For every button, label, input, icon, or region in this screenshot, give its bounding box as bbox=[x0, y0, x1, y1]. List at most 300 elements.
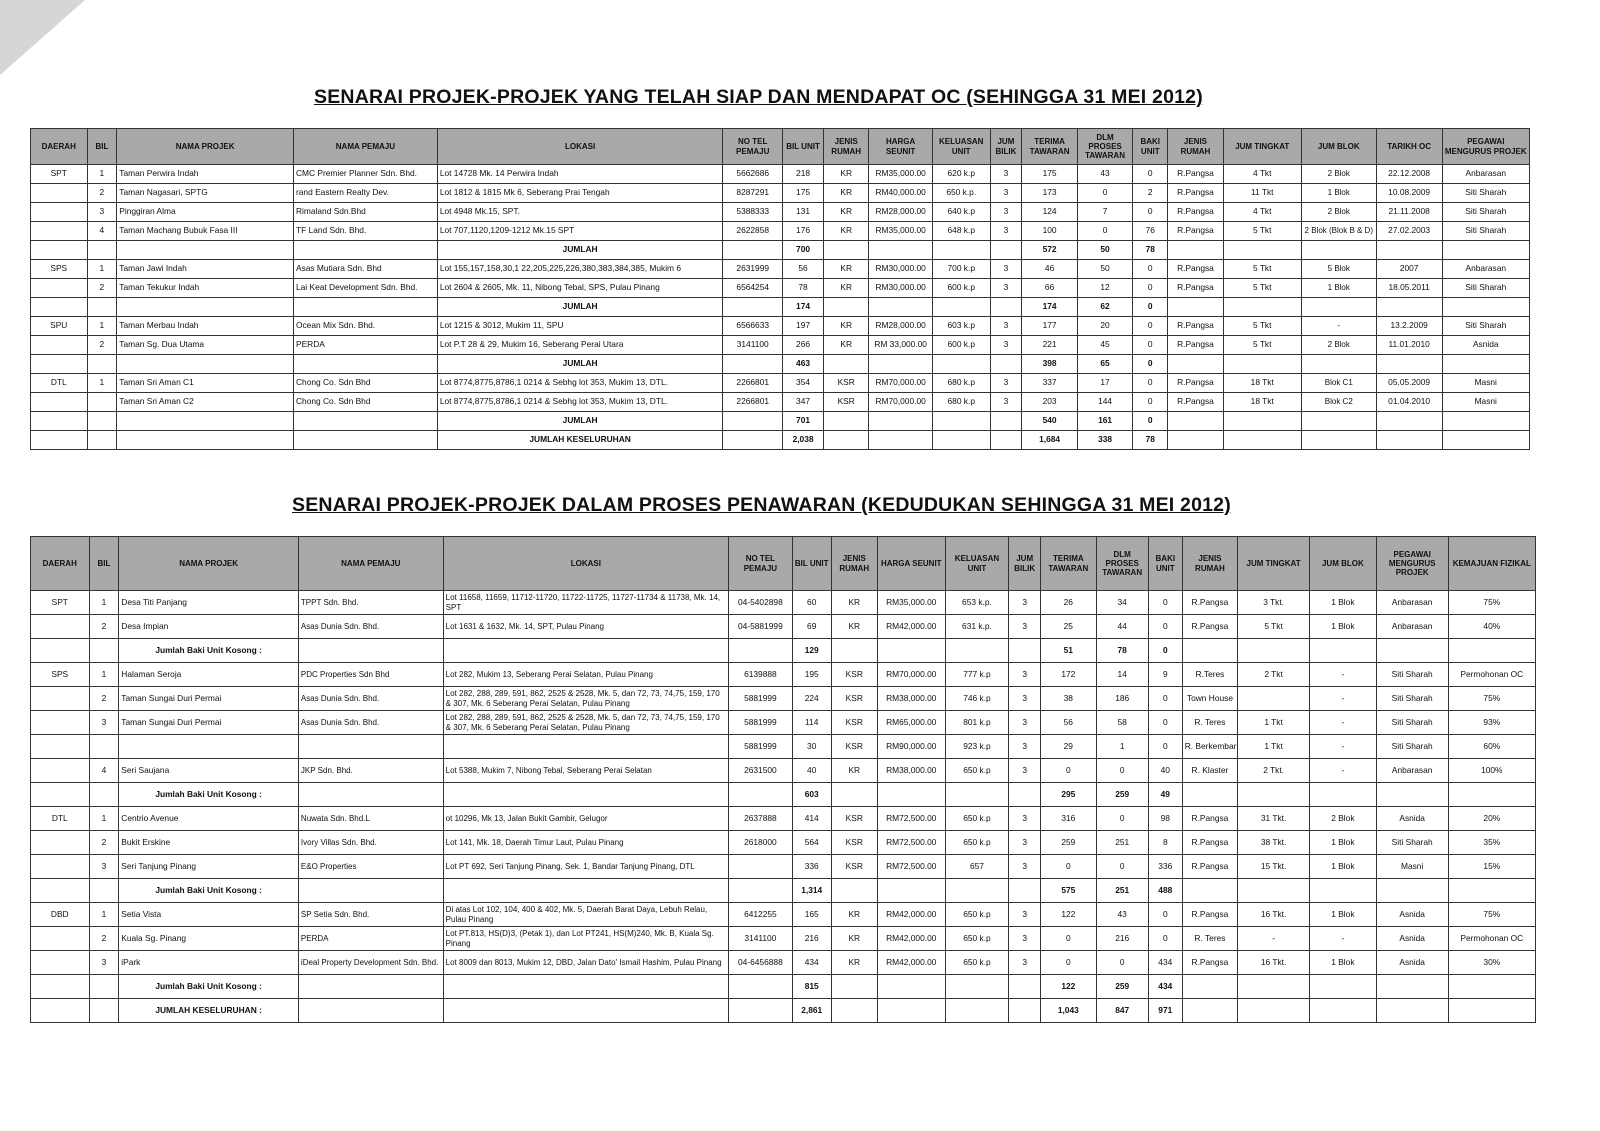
table-cell bbox=[87, 431, 117, 450]
table-cell: 650 k.p bbox=[945, 831, 1009, 855]
table-cell: 58 bbox=[1096, 711, 1148, 735]
table-cell: 05.05.2009 bbox=[1376, 374, 1442, 393]
column-header: BAKI UNIT bbox=[1133, 129, 1168, 165]
table-cell: RM35,000.00 bbox=[877, 591, 945, 615]
table-row bbox=[31, 165, 1530, 184]
table-cell bbox=[1009, 975, 1041, 999]
table-row bbox=[31, 855, 1536, 879]
table-cell: 354 bbox=[783, 374, 824, 393]
table-cell: Taman Tekukur Indah bbox=[117, 279, 294, 298]
table-cell: 3 bbox=[1009, 807, 1041, 831]
table-cell: 572 bbox=[1022, 241, 1077, 260]
table-cell: Lot PT.813, HS(D)3, (Petak 1), dan Lot PT241, HS(M)240, Mk. B, Kuala Sg. Pinang bbox=[443, 927, 728, 951]
table-cell: 2 bbox=[87, 336, 117, 355]
table-cell: 631 k.p. bbox=[945, 615, 1009, 639]
table-cell: 2 bbox=[89, 927, 119, 951]
table-cell: R.Pangsa bbox=[1182, 807, 1237, 831]
table-cell: Permohonan OC bbox=[1448, 663, 1535, 687]
table-cell: Lai Keat Development Sdn. Bhd. bbox=[293, 279, 437, 298]
table-cell: - bbox=[1310, 663, 1377, 687]
table-row bbox=[31, 298, 1530, 317]
table-cell: KR bbox=[824, 279, 869, 298]
table-cell: 259 bbox=[1096, 783, 1148, 807]
table-cell bbox=[117, 241, 294, 260]
table-row bbox=[31, 393, 1530, 412]
table-cell bbox=[89, 999, 119, 1023]
table-cell bbox=[723, 298, 783, 317]
table-cell: Asas Mutiara Sdn. Bhd bbox=[293, 260, 437, 279]
table-cell: KR bbox=[831, 591, 877, 615]
table-header-row bbox=[31, 537, 1536, 591]
table-cell: 1 bbox=[87, 260, 117, 279]
table-cell: 2 Blok bbox=[1310, 807, 1377, 831]
column-header: NAMA PROJEK bbox=[119, 537, 299, 591]
table-cell: 161 bbox=[1077, 412, 1132, 431]
table-cell bbox=[729, 879, 793, 903]
table-cell: 434 bbox=[792, 951, 831, 975]
table-row bbox=[31, 759, 1536, 783]
table-row bbox=[31, 222, 1530, 241]
table-cell bbox=[119, 735, 299, 759]
table-cell: 259 bbox=[1096, 975, 1148, 999]
table-cell: DBD bbox=[31, 903, 90, 927]
table-cell bbox=[1168, 431, 1223, 450]
table-cell: - bbox=[1310, 927, 1377, 951]
table-cell: 1 Blok bbox=[1310, 951, 1377, 975]
table-cell: 114 bbox=[792, 711, 831, 735]
table-cell: 2 Tkt. bbox=[1238, 759, 1310, 783]
table-cell: 5 Tkt bbox=[1223, 336, 1301, 355]
table-cell: RM90,000.00 bbox=[877, 735, 945, 759]
table-row bbox=[31, 336, 1530, 355]
table-row bbox=[31, 975, 1536, 999]
table-row bbox=[31, 591, 1536, 615]
column-header: DLM PROSES TAWARAN bbox=[1077, 129, 1132, 165]
table-cell: Jumlah Baki Unit Kosong : bbox=[119, 783, 299, 807]
table-cell: Setia Vista bbox=[119, 903, 299, 927]
table-cell: 3 bbox=[89, 951, 119, 975]
table-cell: 0 bbox=[1133, 393, 1168, 412]
table-cell: Taman Machang Bubuk Fasa III bbox=[117, 222, 294, 241]
table-row bbox=[31, 687, 1536, 711]
table-cell: KR bbox=[831, 759, 877, 783]
table-cell: 40 bbox=[792, 759, 831, 783]
table-cell: 195 bbox=[792, 663, 831, 687]
table-cell bbox=[298, 783, 443, 807]
table-cell: 18 Tkt bbox=[1223, 393, 1301, 412]
table-cell: 56 bbox=[1041, 711, 1096, 735]
table-cell: 600 k.p bbox=[932, 336, 990, 355]
column-header: JENIS RUMAH bbox=[824, 129, 869, 165]
table-cell: RM72,500.00 bbox=[877, 855, 945, 879]
table-cell: 2,038 bbox=[783, 431, 824, 450]
table-cell: 65 bbox=[1077, 355, 1132, 374]
table-cell: Masni bbox=[1376, 855, 1448, 879]
table-cell: Siti Sharah bbox=[1376, 831, 1448, 855]
column-header: TARIKH OC bbox=[1376, 129, 1442, 165]
table-cell: 1 Tkt bbox=[1238, 735, 1310, 759]
table-cell: 26 bbox=[1041, 591, 1096, 615]
table-cell: Asas Dunia Sdn. Bhd. bbox=[298, 615, 443, 639]
table-cell: 0 bbox=[1041, 855, 1096, 879]
table-cell: 3 Tkt. bbox=[1238, 591, 1310, 615]
table-cell: 216 bbox=[1096, 927, 1148, 951]
table-cell bbox=[932, 412, 990, 431]
table-cell: KR bbox=[824, 184, 869, 203]
table-cell bbox=[831, 639, 877, 663]
table-cell: 8287291 bbox=[723, 184, 783, 203]
column-header: KELUASAN UNIT bbox=[945, 537, 1009, 591]
table-cell: 0 bbox=[1133, 260, 1168, 279]
table-cell: 16 Tkt. bbox=[1238, 951, 1310, 975]
table-cell: Kuala Sg. Pinang bbox=[119, 927, 299, 951]
table-cell: 6564254 bbox=[723, 279, 783, 298]
table-cell: 600 k.p bbox=[932, 279, 990, 298]
table-cell bbox=[31, 336, 88, 355]
table-cell bbox=[990, 298, 1022, 317]
table-cell: R.Pangsa bbox=[1168, 222, 1223, 241]
table-cell bbox=[89, 735, 119, 759]
table-cell: R.Pangsa bbox=[1168, 203, 1223, 222]
table-row bbox=[31, 317, 1530, 336]
table-cell: 5881999 bbox=[729, 687, 793, 711]
table-cell: 78 bbox=[1096, 639, 1148, 663]
column-header: NAMA PROJEK bbox=[117, 129, 294, 165]
table-cell bbox=[1310, 999, 1377, 1023]
table-cell: Taman Sungai Duri Permai bbox=[119, 711, 299, 735]
table-cell: DTL bbox=[31, 374, 88, 393]
table-cell: 49 bbox=[1148, 783, 1182, 807]
table-cell: 69 bbox=[792, 615, 831, 639]
table-cell: Lot 8774,8775,8786,1 0214 & Sebhg lot 353, Mukim 13, DTL. bbox=[437, 393, 723, 412]
table-cell: R.Pangsa bbox=[1168, 165, 1223, 184]
table-cell: 0 bbox=[1133, 279, 1168, 298]
table-cell bbox=[1168, 298, 1223, 317]
table-cell: 203 bbox=[1022, 393, 1077, 412]
table-cell bbox=[824, 298, 869, 317]
table-cell: PERDA bbox=[298, 927, 443, 951]
column-header: TERIMA TAWARAN bbox=[1022, 129, 1077, 165]
table-row bbox=[31, 615, 1536, 639]
table-cell bbox=[1223, 412, 1301, 431]
table-cell: RM72,500.00 bbox=[877, 807, 945, 831]
table-cell: 5 Tkt bbox=[1223, 279, 1301, 298]
table-cell: SPS bbox=[31, 663, 90, 687]
table-cell bbox=[1301, 431, 1376, 450]
table-cell: 3 bbox=[990, 336, 1022, 355]
table-cell bbox=[1182, 879, 1237, 903]
table-cell bbox=[824, 241, 869, 260]
table-cell: RM42,000.00 bbox=[877, 951, 945, 975]
table-cell bbox=[1442, 298, 1529, 317]
table-cell: 3 bbox=[1009, 687, 1041, 711]
table-cell: 2 Blok bbox=[1301, 165, 1376, 184]
table-cell bbox=[1448, 975, 1535, 999]
table-cell: KSR bbox=[824, 374, 869, 393]
table-cell: R.Pangsa bbox=[1168, 279, 1223, 298]
table-cell bbox=[824, 355, 869, 374]
table-cell: 3 bbox=[1009, 591, 1041, 615]
table-cell: 5 Tkt bbox=[1223, 317, 1301, 336]
table-cell bbox=[877, 999, 945, 1023]
table-cell: Siti Sharah bbox=[1442, 279, 1529, 298]
table-cell: 93% bbox=[1448, 711, 1535, 735]
table-cell: RM28,000.00 bbox=[869, 203, 933, 222]
table-cell bbox=[831, 975, 877, 999]
table-cell: RM42,000.00 bbox=[877, 927, 945, 951]
table-cell bbox=[1182, 639, 1237, 663]
table-cell bbox=[31, 184, 88, 203]
column-header: DAERAH bbox=[31, 129, 88, 165]
column-header: NO TEL PEMAJU bbox=[723, 129, 783, 165]
table-cell: 50 bbox=[1077, 260, 1132, 279]
table-cell bbox=[443, 735, 728, 759]
table-cell bbox=[31, 279, 88, 298]
table-cell: 575 bbox=[1041, 879, 1096, 903]
table-cell bbox=[31, 855, 90, 879]
table-cell: - bbox=[1238, 927, 1310, 951]
table-cell bbox=[31, 393, 88, 412]
table-cell bbox=[723, 431, 783, 450]
table-cell bbox=[877, 975, 945, 999]
table-cell: 434 bbox=[1148, 975, 1182, 999]
table-cell: 316 bbox=[1041, 807, 1096, 831]
table-cell: Siti Sharah bbox=[1376, 711, 1448, 735]
table-cell: 1 bbox=[87, 165, 117, 184]
table-cell: 3 bbox=[990, 203, 1022, 222]
table-cell bbox=[1448, 999, 1535, 1023]
table-cell: Seri Saujana bbox=[119, 759, 299, 783]
table-cell: 5662686 bbox=[723, 165, 783, 184]
table-cell bbox=[1442, 241, 1529, 260]
table-cell: 2637888 bbox=[729, 807, 793, 831]
table-cell: Lot 141, Mk. 18, Daerah Timur Laut, Pulau Pinang bbox=[443, 831, 728, 855]
table-cell: Lot 282, Mukim 13, Seberang Perai Selatan, Pulau Pinang bbox=[443, 663, 728, 687]
column-header: KEMAJUAN FIZIKAL bbox=[1448, 537, 1535, 591]
table-cell bbox=[824, 412, 869, 431]
table-cell bbox=[1301, 355, 1376, 374]
table-cell: Asnida bbox=[1376, 951, 1448, 975]
table-cell bbox=[31, 298, 88, 317]
table-cell: 100 bbox=[1022, 222, 1077, 241]
table-cell: RM40,000.00 bbox=[869, 184, 933, 203]
table-cell: 0 bbox=[1148, 927, 1182, 951]
table-cell: TF Land Sdn. Bhd. bbox=[293, 222, 437, 241]
table-cell: 216 bbox=[792, 927, 831, 951]
table-cell: R.Pangsa bbox=[1182, 591, 1237, 615]
table-cell bbox=[1376, 412, 1442, 431]
table-cell bbox=[31, 639, 90, 663]
table-cell: Lot 4948 Mk.15, SPT. bbox=[437, 203, 723, 222]
table-cell: 0 bbox=[1133, 203, 1168, 222]
table-cell: RM35,000.00 bbox=[869, 222, 933, 241]
table-cell: 0 bbox=[1133, 298, 1168, 317]
table-cell: Halaman Seroja bbox=[119, 663, 299, 687]
table-cell: Taman Perwira Indah bbox=[117, 165, 294, 184]
table-cell: R.Pangsa bbox=[1182, 855, 1237, 879]
table-cell bbox=[945, 999, 1009, 1023]
table-cell bbox=[1310, 783, 1377, 807]
table-cell bbox=[831, 783, 877, 807]
table-cell: 3141100 bbox=[723, 336, 783, 355]
table-cell: 2 Blok (Blok B & D) bbox=[1301, 222, 1376, 241]
table-cell: 3 bbox=[1009, 759, 1041, 783]
table-cell: 620 k.p bbox=[932, 165, 990, 184]
table-cell bbox=[877, 783, 945, 807]
table-cell: Taman Sri Aman C2 bbox=[117, 393, 294, 412]
table-cell: 540 bbox=[1022, 412, 1077, 431]
table-cell: 16 Tkt. bbox=[1238, 903, 1310, 927]
table-cell: 603 bbox=[792, 783, 831, 807]
table-cell: Pinggiran Alma bbox=[117, 203, 294, 222]
table-cell bbox=[990, 241, 1022, 260]
table-cell: 31 Tkt. bbox=[1238, 807, 1310, 831]
table-cell: 7 bbox=[1077, 203, 1132, 222]
table-cell: Anbarasan bbox=[1376, 759, 1448, 783]
table-cell: Taman Sg. Dua Utama bbox=[117, 336, 294, 355]
table-cell: iPark bbox=[119, 951, 299, 975]
table-cell: 700 k.p bbox=[932, 260, 990, 279]
table-cell: 801 k.p bbox=[945, 711, 1009, 735]
column-header: JUM BILIK bbox=[990, 129, 1022, 165]
table-cell: 0 bbox=[1041, 759, 1096, 783]
table-cell: 5881999 bbox=[729, 735, 793, 759]
table-cell: 650 k.p bbox=[945, 807, 1009, 831]
table-cell: 100% bbox=[1448, 759, 1535, 783]
table-cell bbox=[729, 783, 793, 807]
table-cell: 30% bbox=[1448, 951, 1535, 975]
table-cell: 174 bbox=[1022, 298, 1077, 317]
table-cell: 700 bbox=[783, 241, 824, 260]
table-cell bbox=[1223, 241, 1301, 260]
table-cell: 6566633 bbox=[723, 317, 783, 336]
table-cell: KSR bbox=[831, 711, 877, 735]
table-cell bbox=[1376, 355, 1442, 374]
column-header: JUM TINGKAT bbox=[1238, 537, 1310, 591]
table-cell: 650 k.p bbox=[945, 951, 1009, 975]
table-cell: 129 bbox=[792, 639, 831, 663]
table-cell: 1 bbox=[89, 903, 119, 927]
table-cell: 971 bbox=[1148, 999, 1182, 1023]
table-cell bbox=[31, 951, 90, 975]
table-cell: 50 bbox=[1077, 241, 1132, 260]
column-header: JENIS RUMAH bbox=[1168, 129, 1223, 165]
table-cell: Masni bbox=[1442, 393, 1529, 412]
table-cell: 701 bbox=[783, 412, 824, 431]
table-cell: KR bbox=[831, 927, 877, 951]
table-cell: Ocean Mix Sdn. Bhd. bbox=[293, 317, 437, 336]
table-cell: 5 Tkt bbox=[1223, 222, 1301, 241]
table-cell: 0 bbox=[1041, 951, 1096, 975]
table-cell: 0 bbox=[1148, 711, 1182, 735]
table-cell: 3 bbox=[89, 711, 119, 735]
table-cell: 2007 bbox=[1376, 260, 1442, 279]
table-cell: R.Pangsa bbox=[1168, 184, 1223, 203]
column-header: LOKASI bbox=[437, 129, 723, 165]
column-header: BIL bbox=[89, 537, 119, 591]
table-cell: 20 bbox=[1077, 317, 1132, 336]
table-cell: 0 bbox=[1096, 759, 1148, 783]
table-cell: Siti Sharah bbox=[1442, 184, 1529, 203]
table-cell bbox=[990, 355, 1022, 374]
table-row bbox=[31, 783, 1536, 807]
table-cell: 0 bbox=[1133, 336, 1168, 355]
table-cell: 1 bbox=[87, 317, 117, 336]
table-cell bbox=[31, 203, 88, 222]
table-cell bbox=[31, 831, 90, 855]
table-cell bbox=[31, 412, 88, 431]
table-cell bbox=[87, 298, 117, 317]
table-cell: 650 k.p bbox=[945, 927, 1009, 951]
table-cell bbox=[1238, 639, 1310, 663]
table-cell bbox=[87, 355, 117, 374]
table-cell: 4 bbox=[87, 222, 117, 241]
table-cell: Di atas Lot 102, 104, 400 & 402, Mk. 5, Daerah Barat Daya, Lebuh Relau, Pulau Pinang bbox=[443, 903, 728, 927]
table-cell: Lot 282, 288, 289, 591, 862, 2525 & 2528, Mk. 5, dan 72, 73, 74,75, 159, 170 & 307, Mk. 6 Seberang Perai Selatan, Pulau Pinang bbox=[443, 687, 728, 711]
table-cell: Taman Nagasari, SPTG bbox=[117, 184, 294, 203]
table-cell: Siti Sharah bbox=[1376, 663, 1448, 687]
table-cell: 564 bbox=[792, 831, 831, 855]
table-cell bbox=[443, 783, 728, 807]
table-cell: 30 bbox=[792, 735, 831, 759]
table-cell: Blok C2 bbox=[1301, 393, 1376, 412]
table-cell: 847 bbox=[1096, 999, 1148, 1023]
table-cell: Chong Co. Sdn Bhd bbox=[293, 374, 437, 393]
table-cell: Lot 1631 & 1632, Mk. 14, SPT, Pulau Pinang bbox=[443, 615, 728, 639]
table-cell: R. Teres bbox=[1182, 711, 1237, 735]
table-cell: iDeal Property Development Sdn. Bhd. bbox=[298, 951, 443, 975]
table-cell: Lot 5388, Mukim 7, Nibong Tebal, Seberang Perai Selatan bbox=[443, 759, 728, 783]
table-cell: 144 bbox=[1077, 393, 1132, 412]
table-row bbox=[31, 903, 1536, 927]
table-cell: JUMLAH bbox=[437, 241, 723, 260]
table-cell: Asnida bbox=[1376, 927, 1448, 951]
table-cell: KSR bbox=[831, 735, 877, 759]
table-cell: RM70,000.00 bbox=[877, 663, 945, 687]
table-cell: 746 k.p bbox=[945, 687, 1009, 711]
table-cell: 165 bbox=[792, 903, 831, 927]
table-cell: Taman Jawi Indah bbox=[117, 260, 294, 279]
table-cell: 5881999 bbox=[729, 711, 793, 735]
table-row bbox=[31, 999, 1536, 1023]
table-cell: JKP Sdn. Bhd. bbox=[298, 759, 443, 783]
table-cell: 66 bbox=[1022, 279, 1077, 298]
table-cell: 78 bbox=[1133, 241, 1168, 260]
table-row bbox=[31, 203, 1530, 222]
table-cell bbox=[293, 412, 437, 431]
table-cell: 3 bbox=[990, 279, 1022, 298]
table-cell bbox=[1301, 412, 1376, 431]
table-cell: 1 Blok bbox=[1310, 831, 1377, 855]
table-cell: 3 bbox=[1009, 711, 1041, 735]
table-cell: 27.02.2003 bbox=[1376, 222, 1442, 241]
column-header: JENIS RUMAH bbox=[831, 537, 877, 591]
table-cell: 295 bbox=[1041, 783, 1096, 807]
table-cell: - bbox=[1310, 759, 1377, 783]
table-cell: Anbarasan bbox=[1442, 260, 1529, 279]
table-cell bbox=[89, 879, 119, 903]
table-cell: 15 Tkt. bbox=[1238, 855, 1310, 879]
table-cell bbox=[990, 431, 1022, 450]
table-cell: 04-5402898 bbox=[729, 591, 793, 615]
table-cell: 197 bbox=[783, 317, 824, 336]
column-header: PEGAWAI MENGURUS PROJEK bbox=[1376, 537, 1448, 591]
table-cell: 1 Blok bbox=[1301, 279, 1376, 298]
table-cell bbox=[87, 393, 117, 412]
table-cell: 20% bbox=[1448, 807, 1535, 831]
table-cell: 9 bbox=[1148, 663, 1182, 687]
column-header: PEGAWAI MENGURUS PROJEK bbox=[1442, 129, 1529, 165]
